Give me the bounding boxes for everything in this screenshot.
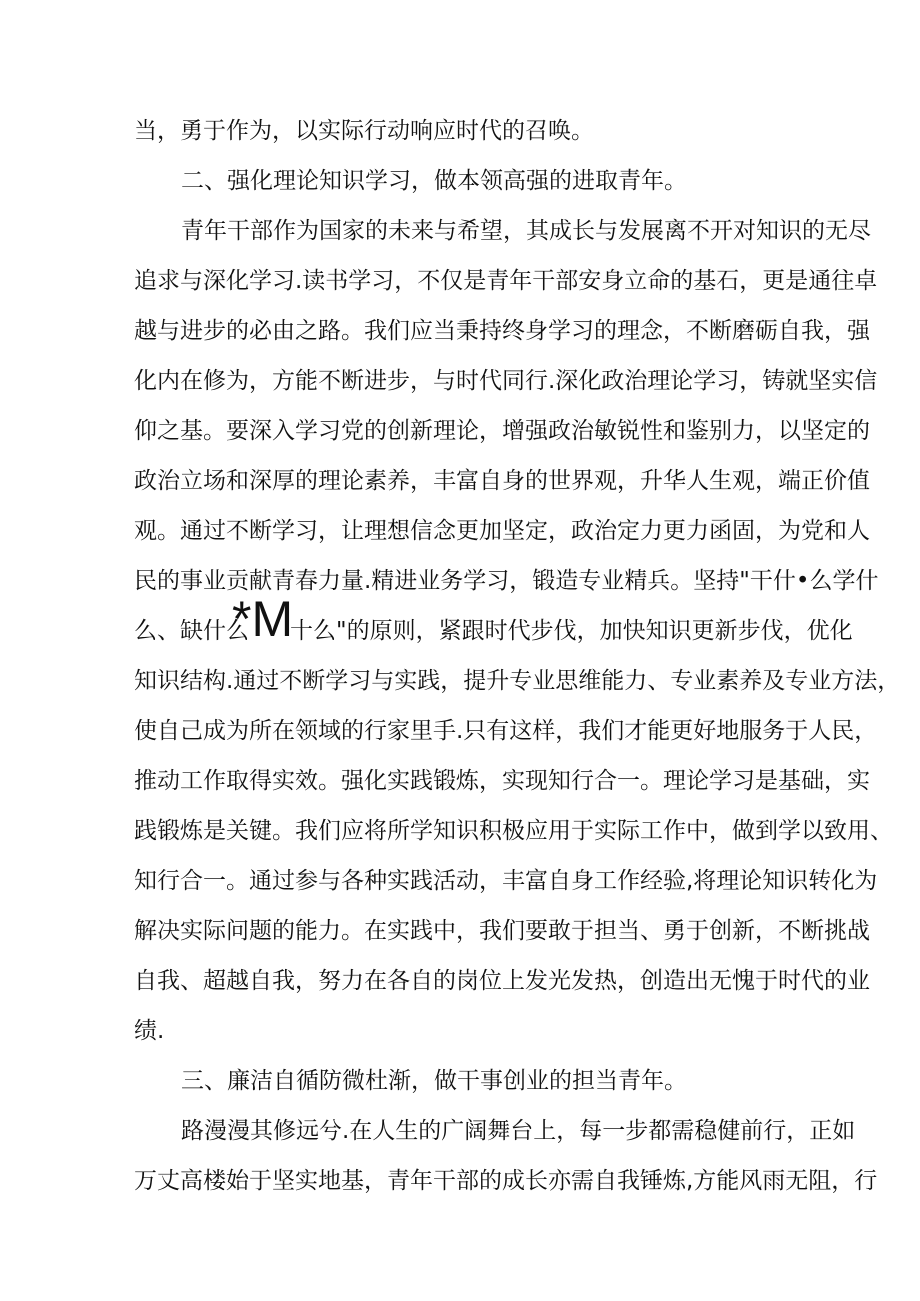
text-line: 践锻炼是关键。我们应将所学知识积极应用于实际工作中，做到学以致用、 [134,818,893,844]
section-heading-3: 三、廉洁自循防微杜渐，做干事创业的担当青年。 [181,1068,687,1094]
text-line: 观。通过不断学习，让理想信念更加坚定，政治定力更力函固，为党和人 [134,518,870,544]
text-line: 知行合一。通过参与各种实践活动，丰富自身工作经验,将理论知识转化为 [134,868,878,894]
text-line: 政治立场和深厚的理论素养，丰富自身的世界观，升华人生观，端正价值 [134,468,870,494]
text-line: 使自己成为所在领域的行家里手.只有这样，我们才能更好地服务于人民， [134,718,878,744]
ocr-artifact-mark: *M [232,591,294,647]
text-line: 自我、超越自我，努力在各自的岗位上发光发热，创造出无愧于时代的业 [134,968,870,994]
text-line: 民的事业贡献青春力量.精进业务学习，锻造专业精兵。坚持"干什•么学什 [134,568,879,594]
text-line: 青年干部作为国家的未来与希望，其成长与发展离不开对知识的无尽 [181,218,871,244]
text-line: 万丈高楼始于坚实地基，青年干部的成长亦需自我锤炼,方能风雨无阻，行 [134,1168,878,1194]
text-line: 仰之基。要深入学习党的创新理论，增强政治敏锐性和鉴别力，以坚定的 [134,418,870,444]
text-line: 路漫漫其修远兮.在人生的广阔舞台上，每一步都需稳健前行，正如 [181,1118,856,1144]
text-line: 追求与深化学习.读书学习，不仅是青年干部安身立命的基石，更是通往卓 [134,268,878,294]
text-line: 十么"的原则，紧跟时代步伐，加快知识更新步伐，优化 [290,618,853,644]
text-line: 么、缺什么 [134,618,249,644]
text-line: 化内在修为，方能不断进步，与时代同行.深化政治理论学习，铸就坚实信 [134,368,878,394]
text-line: 越与进步的必由之路。我们应当秉持终身学习的理念，不断磨砺自我，强 [134,318,870,344]
section-heading-2: 二、强化理论知识学习，做本领高强的进取青年。 [181,168,687,194]
text-line: 知识结构.通过不断学习与实践，提升专业思维能力、专业素养及专业方法， [134,668,901,694]
text-line: 当，勇于作为，以实际行动响应时代的召唤。 [134,118,594,144]
text-line: 推动工作取得实效。强化实践锻炼，实现知行合一。理论学习是基础，实 [134,768,870,794]
text-line: 绩. [134,1018,165,1044]
text-line: 解决实际问题的能力。在实践中，我们要敢于担当、勇于创新，不断挑战 [134,918,870,944]
